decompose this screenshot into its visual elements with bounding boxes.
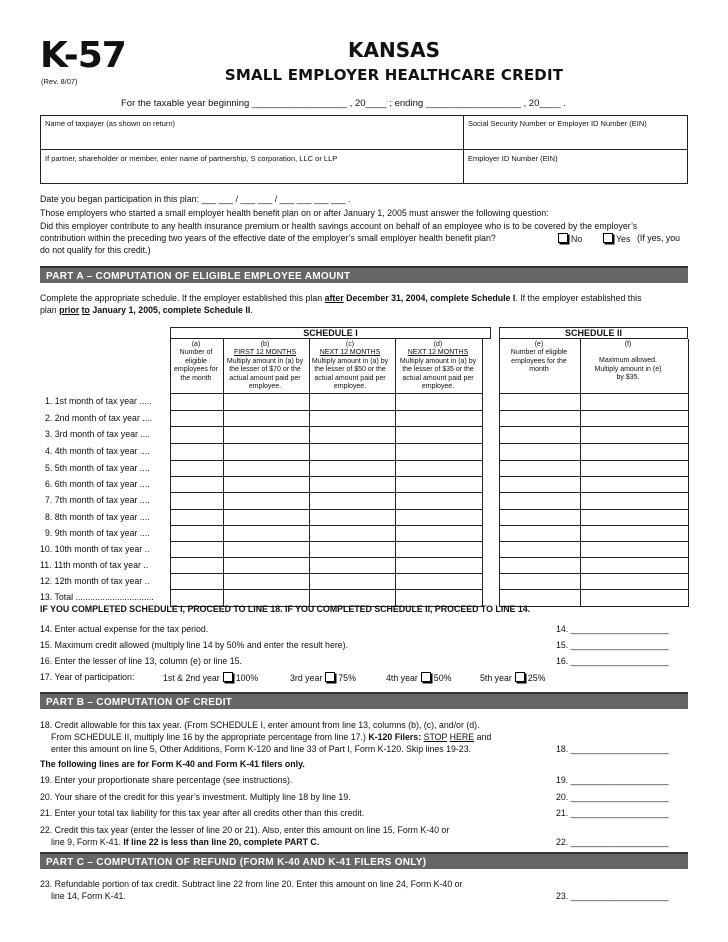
line-15-label: 15. Maximum credit allowed (multiply line 14 by 50% and enter the result here). bbox=[40, 640, 349, 650]
instr-after: after bbox=[324, 293, 344, 303]
col-c-letter: (c) bbox=[345, 341, 355, 348]
instr-schedule-1: December 31, 2004, complete Schedule I bbox=[343, 293, 516, 303]
header-divider-1 bbox=[309, 339, 310, 393]
col-a-letter: (a) bbox=[191, 341, 201, 348]
cell-row-3-col-f[interactable] bbox=[580, 426, 689, 444]
row-label-4: 4. 4th month of tax year .... bbox=[45, 446, 150, 456]
ein-field[interactable] bbox=[464, 150, 687, 183]
header-divider-4 bbox=[170, 339, 171, 393]
instr-prior: prior bbox=[59, 305, 80, 315]
col-e-letter: (e) bbox=[534, 341, 544, 348]
year-5-checkbox[interactable] bbox=[515, 672, 525, 682]
year-3-checkbox[interactable] bbox=[325, 672, 335, 682]
cell-row-3-col-e[interactable] bbox=[499, 426, 581, 444]
line-16-label: 16. Enter the lesser of line 13, column (e) or line 15. bbox=[40, 656, 242, 666]
year-1-2-checkbox[interactable] bbox=[223, 672, 233, 682]
line-17-label: 17. Year of participation: bbox=[40, 672, 135, 682]
instr-text-2: . If the employer established this bbox=[515, 293, 642, 303]
line-22-text-2b: If line 22 is less than line 20, complete PART C. bbox=[123, 837, 320, 847]
here-word: HERE bbox=[449, 732, 475, 742]
col-a-header bbox=[172, 341, 220, 383]
tax-year-line[interactable]: For the taxable year beginning __________________ , 20____ ; ending __________________ , 20____ . bbox=[121, 98, 566, 109]
part-c-banner: PART C – COMPUTATION OF REFUND (FORM K-40 AND K-41 FILERS ONLY) bbox=[40, 852, 688, 869]
schedule-2-header: SCHEDULE II bbox=[499, 327, 688, 339]
line-19-label: 19. Enter your proportionate share percentage (see instructions). bbox=[40, 775, 293, 785]
line-15-field[interactable]: 15. ____________________ bbox=[556, 640, 669, 650]
answer-instruction: Those employers who started a small employer health benefit plan on or after January 1, 2005 must answer the following question: bbox=[40, 208, 549, 218]
line-20-field[interactable]: 20. ____________________ bbox=[556, 792, 669, 802]
line-22-text-2a: line 9, Form K-41. bbox=[51, 837, 124, 847]
header-divider-3 bbox=[580, 339, 581, 393]
cell-row-4-col-d[interactable] bbox=[395, 443, 483, 461]
row-label-11: 11. 11th month of tax year .. bbox=[40, 560, 149, 570]
instr-schedule-2: January 1, 2005, complete Schedule II bbox=[89, 305, 251, 315]
cell-row-7-col-f[interactable] bbox=[580, 492, 689, 510]
ein-label: Employer ID Number (EIN) bbox=[468, 154, 558, 163]
year-5-pct: 25% bbox=[527, 673, 546, 683]
cell-row-7-col-d[interactable] bbox=[395, 492, 483, 510]
line-18-field[interactable]: 18. ____________________ bbox=[556, 744, 669, 754]
yes-label: Yes bbox=[616, 234, 631, 244]
partner-name-field[interactable] bbox=[41, 150, 463, 183]
line-21-field[interactable]: 21. ____________________ bbox=[556, 808, 669, 818]
col-d-header bbox=[396, 341, 480, 391]
cell-row-3-col-a[interactable] bbox=[170, 426, 224, 444]
date-participation-line[interactable]: Date you began participation in this plan: ___ ___ / ___ ___ / ___ ___ ___ ___ . bbox=[40, 194, 351, 204]
year-1-2-pct: 100% bbox=[235, 673, 259, 683]
line-18-text-3: enter this amount on line 5, Other Additions, Form K-120 and line 33 of Part I, Form K-120. Skip lines 19-23. bbox=[51, 744, 472, 754]
row-label-5: 5. 5th month of tax year .... bbox=[45, 463, 150, 473]
question-line-3: do not qualify for this credit.) bbox=[40, 245, 151, 255]
part-a-instruction-2 bbox=[40, 305, 253, 315]
cell-row-1-col-f[interactable] bbox=[580, 393, 689, 411]
row-label-3: 3. 3rd month of tax year .... bbox=[45, 429, 151, 439]
cell-row-7-col-a[interactable] bbox=[170, 492, 224, 510]
col-b-period: FIRST 12 MONTHS bbox=[233, 349, 297, 357]
header-divider-6 bbox=[499, 339, 500, 393]
col-b-header bbox=[224, 341, 306, 391]
line-20-label: 20. Your share of the credit for this year’s investment. Multiply line 18 by line 19. bbox=[40, 792, 351, 802]
cell-row-7-col-b[interactable] bbox=[223, 492, 310, 510]
col-f-letter: (f) bbox=[624, 341, 632, 348]
part-a-instruction-1 bbox=[40, 293, 641, 303]
header-divider-2 bbox=[395, 339, 396, 393]
line-21-label: 21. Enter your total tax liability for this tax year after all credits other than this credit. bbox=[40, 808, 365, 818]
year-4-label: 4th year bbox=[386, 673, 418, 683]
col-f-text: Maximum allowed. Multiply amount in (e) by $35. bbox=[594, 357, 662, 382]
cell-row-4-col-f[interactable] bbox=[580, 443, 689, 461]
line-23-text-1: 23. Refundable portion of tax credit. Subtract line 22 from line 20. Enter this amount on line 24, Form K-40 or bbox=[40, 879, 463, 889]
revision-date: (Rev. 8/07) bbox=[41, 77, 78, 86]
line-22-text-1: 22. Credit this tax year (enter the lesser of line 20 or 21). Also, enter this amount on line 15, Form K-40 or bbox=[40, 825, 450, 835]
row-label-6: 6. 6th month of tax year .... bbox=[45, 479, 150, 489]
cell-row-4-col-c[interactable] bbox=[309, 443, 396, 461]
year-3-label: 3rd year bbox=[290, 673, 323, 683]
no-label: No bbox=[571, 234, 583, 244]
yes-note: (If yes, you bbox=[637, 233, 681, 243]
form-id: K-57 bbox=[40, 35, 126, 76]
form-title: SMALL EMPLOYER HEALTHCARE CREDIT bbox=[224, 66, 564, 84]
and-word: and bbox=[474, 732, 492, 742]
header-divider-5 bbox=[482, 339, 483, 393]
header-divider-7 bbox=[688, 339, 689, 393]
row-label-12: 12. 12th month of tax year .. bbox=[40, 576, 150, 586]
part-a-banner: PART A – COMPUTATION OF ELIGIBLE EMPLOYEE AMOUNT bbox=[40, 266, 688, 283]
col-a-text: Number of eligible employees for the month bbox=[174, 349, 218, 382]
taxpayer-name-field[interactable] bbox=[41, 116, 463, 149]
cell-row-4-col-b[interactable] bbox=[223, 443, 310, 461]
col-b-text: Multiply amount in (a) by the lesser of $70 or the actual amount paid per employee. bbox=[226, 357, 304, 391]
col-d-period: NEXT 12 MONTHS bbox=[407, 349, 469, 357]
cell-row-7-col-c[interactable] bbox=[309, 492, 396, 510]
line-23-field[interactable]: 23. ____________________ bbox=[556, 891, 669, 901]
row-label-10: 10. 10th month of tax year .. bbox=[40, 544, 150, 554]
yes-option[interactable] bbox=[600, 233, 630, 244]
col-d-text: Multiply amount in (a) by the lesser of $35 or the actual amount paid per employee. bbox=[399, 357, 477, 391]
row-label-8: 8. 8th month of tax year .... bbox=[45, 512, 150, 522]
instr-to: to bbox=[81, 305, 90, 315]
cell-row-13-col-f[interactable] bbox=[580, 589, 689, 607]
instr-period: . bbox=[250, 305, 253, 315]
ssn-ein-label: Social Security Number or Employer ID Number (EIN) bbox=[468, 119, 647, 128]
line-18-text-2a: From SCHEDULE II, multiply line 16 by the appropriate percentage from line 17.) bbox=[51, 732, 369, 742]
line-17-row bbox=[40, 672, 688, 682]
line-16-field[interactable]: 16. ____________________ bbox=[556, 656, 669, 666]
stop-word: STOP bbox=[423, 732, 448, 742]
question-line-2 bbox=[40, 233, 688, 243]
partner-name-label: If partner, shareholder or member, enter name of partnership, S corporation, LLC or LLP bbox=[45, 154, 338, 163]
cell-row-4-col-e[interactable] bbox=[499, 443, 581, 461]
year-1-2-label: 1st & 2nd year bbox=[163, 673, 220, 683]
cell-row-3-col-d[interactable] bbox=[395, 426, 483, 444]
cell-row-3-col-c[interactable] bbox=[309, 426, 396, 444]
row-label-7: 7. 7th month of tax year .... bbox=[45, 495, 150, 505]
cell-row-3-col-b[interactable] bbox=[223, 426, 310, 444]
row-label-1: 1. 1st month of tax year ..... bbox=[45, 396, 152, 406]
cell-row-1-col-b[interactable] bbox=[223, 393, 310, 411]
cell-row-7-col-e[interactable] bbox=[499, 492, 581, 510]
no-checkbox[interactable] bbox=[558, 233, 568, 243]
line-22-field[interactable]: 22. ____________________ bbox=[556, 837, 669, 847]
line-23-text-2: line 14, Form K-41. bbox=[51, 891, 126, 901]
col-e-text: Number of eligible employees for the month bbox=[510, 349, 568, 374]
col-c-text: Multiply amount in (a) by the lesser of $50 or the actual amount paid per employee. bbox=[311, 357, 389, 391]
row-label-2: 2. 2nd month of tax year .... bbox=[45, 413, 153, 423]
line-18-text-1: 18. Credit allowable for this tax year. (From SCHEDULE I, enter amount from line 13, columns (b), (c), and/or (d). bbox=[40, 720, 480, 730]
col-c-period: NEXT 12 MONTHS bbox=[319, 349, 381, 357]
cell-row-1-col-a[interactable] bbox=[170, 393, 224, 411]
row-label-9: 9. 9th month of tax year .... bbox=[45, 528, 150, 538]
no-option[interactable] bbox=[555, 233, 582, 244]
line-14-field[interactable]: 14. ____________________ bbox=[556, 624, 669, 634]
col-b-letter: (b) bbox=[260, 341, 270, 348]
taxpayer-name-label: Name of taxpayer (as shown on return) bbox=[45, 119, 176, 128]
instr-plan: plan bbox=[40, 305, 60, 315]
question-text-2: contribution within the preceding two years of the effective date of the employer’s small employer health benefit plan? bbox=[40, 233, 496, 243]
year-3-option[interactable] bbox=[290, 672, 356, 683]
line-18-text-2 bbox=[51, 732, 491, 742]
yes-checkbox[interactable] bbox=[603, 233, 613, 243]
instr-text: Complete the appropriate schedule. If the employer established this plan bbox=[40, 293, 325, 303]
taxpayer-id-section bbox=[40, 115, 688, 184]
part-b-banner: PART B – COMPUTATION OF CREDIT bbox=[40, 692, 688, 709]
cell-row-1-col-e[interactable] bbox=[499, 393, 581, 411]
year-1-2-option[interactable] bbox=[163, 672, 258, 683]
k40-k41-note: The following lines are for Form K-40 and Form K-41 filers only. bbox=[40, 759, 305, 769]
cell-row-1-col-d[interactable] bbox=[395, 393, 483, 411]
k120-filers: K-120 Filers: bbox=[368, 732, 424, 742]
year-5-option[interactable] bbox=[480, 672, 545, 683]
year-4-option[interactable] bbox=[386, 672, 451, 683]
state-title: KANSAS bbox=[347, 38, 440, 62]
col-d-letter: (d) bbox=[433, 341, 443, 348]
header-divider-0 bbox=[223, 339, 224, 393]
line-22-text-2 bbox=[51, 837, 319, 847]
line-19-field[interactable]: 19. ____________________ bbox=[556, 775, 669, 785]
col-f-header bbox=[590, 341, 666, 383]
year-3-pct: 75% bbox=[338, 673, 356, 683]
year-5-label: 5th year bbox=[480, 673, 512, 683]
schedule-1-header: SCHEDULE I bbox=[170, 327, 491, 339]
question-line-1: Did this employer contribute to any health insurance premium or health savings account on behalf of an employee who is to be covered by the employer’s bbox=[40, 221, 638, 231]
row-label-13: 13. Total ................................ bbox=[40, 592, 154, 602]
cell-row-1-col-c[interactable] bbox=[309, 393, 396, 411]
cell-row-4-col-a[interactable] bbox=[170, 443, 224, 461]
proceed-instruction: IF YOU COMPLETED SCHEDULE I, PROCEED TO LINE 18. IF YOU COMPLETED SCHEDULE II, PROCEED TO LINE 14. bbox=[40, 604, 531, 614]
year-4-pct: 50% bbox=[433, 673, 452, 683]
col-c-header bbox=[309, 341, 391, 391]
ssn-ein-field[interactable] bbox=[464, 116, 687, 149]
year-4-checkbox[interactable] bbox=[421, 672, 431, 682]
col-e-header bbox=[504, 341, 574, 375]
line-14-label: 14. Enter actual expense for the tax period. bbox=[40, 624, 209, 634]
